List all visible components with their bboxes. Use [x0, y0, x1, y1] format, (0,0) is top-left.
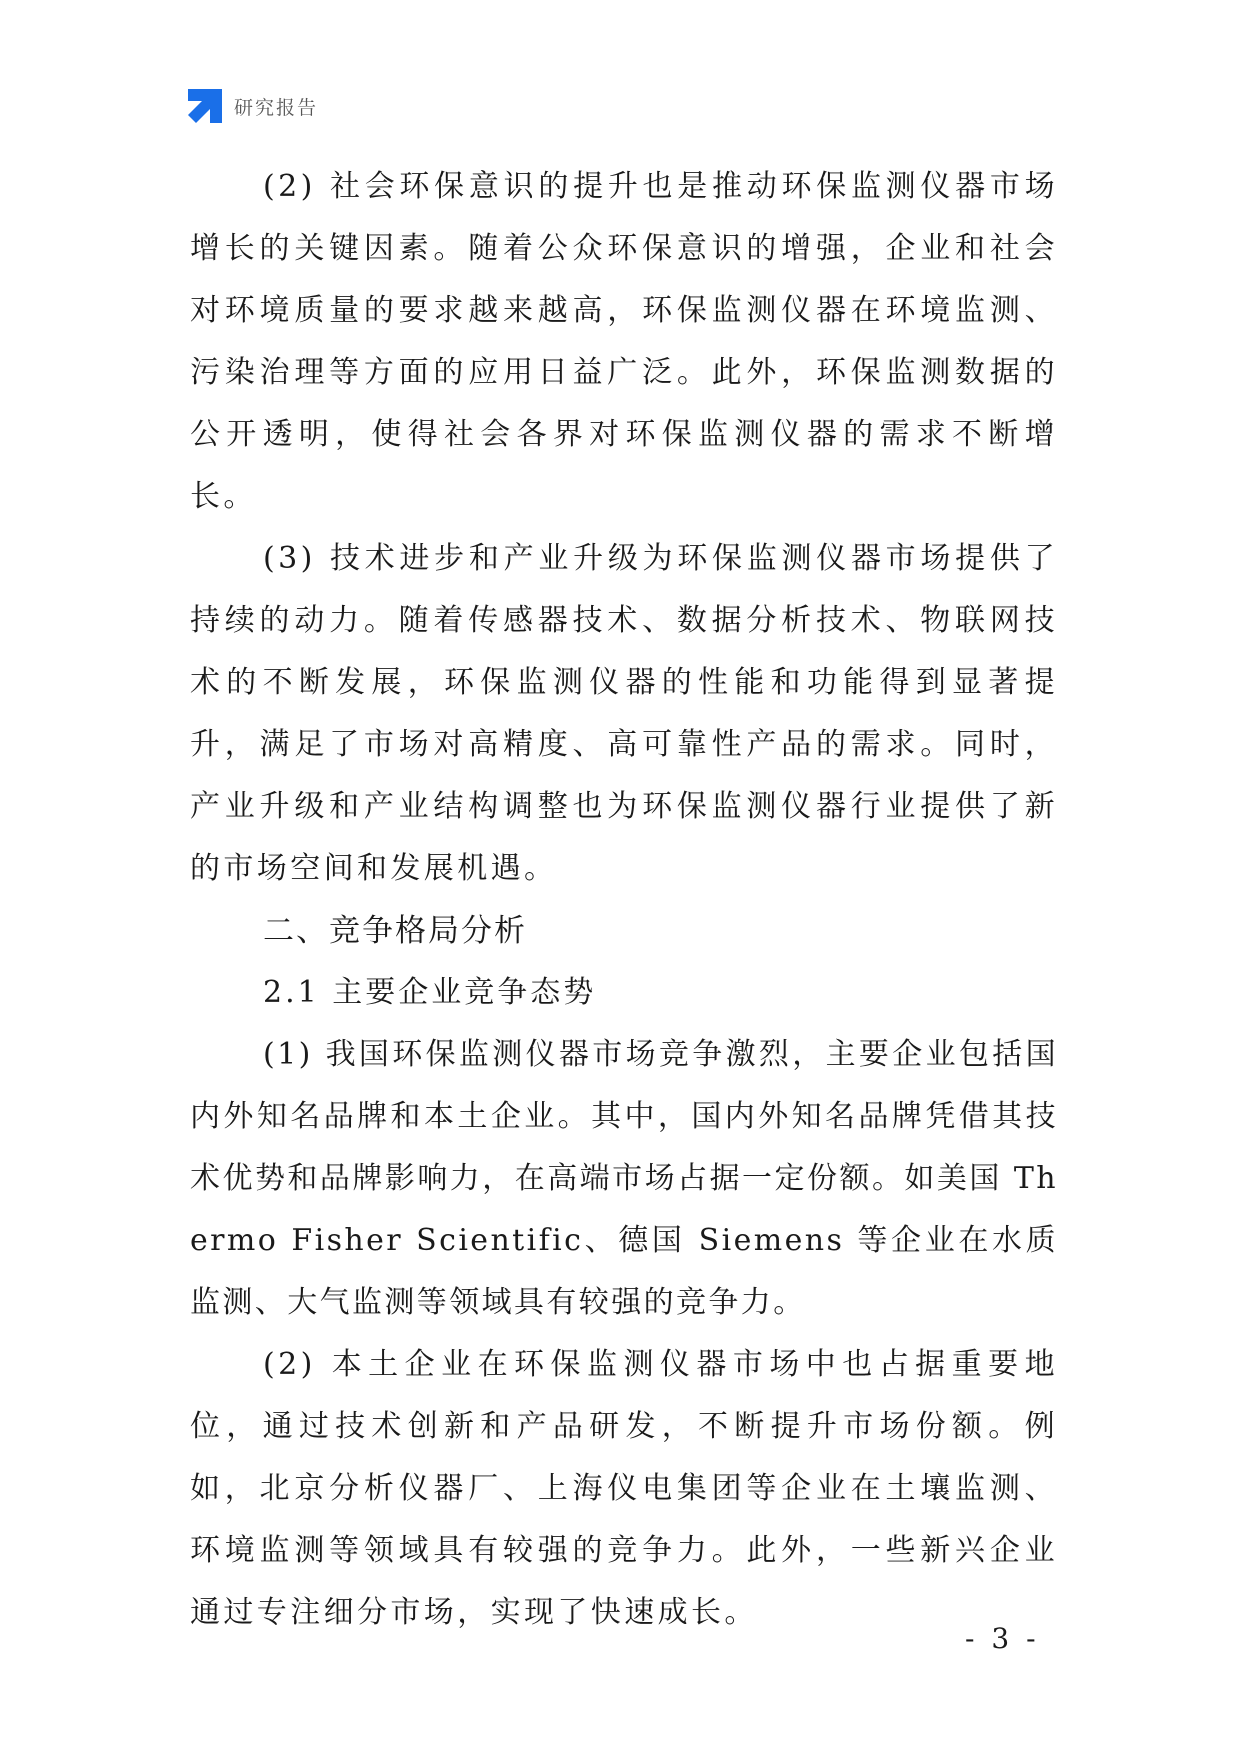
header-title: 研究报告 [234, 96, 319, 119]
subsection-heading: 2.1 主要企业竞争态势 [263, 975, 597, 1010]
arrow-up-right-icon [188, 89, 222, 123]
paragraph-4: (2) 本土企业在环保监测仪器市场中也占据重要地位，通过技术创新和产品研发，不断提升市场份额。例如，北京分析仪器厂、上海仪电集团等企业在土壤监测、环境监测等领域具有较强的竞争力。此外，一些新兴企业通过专注细分市场，实现了快速成长。 [190, 1347, 1058, 1630]
page-header [188, 88, 318, 124]
page-number: - 3 - [965, 1622, 1040, 1655]
paragraph-3: (1) 我国环保监测仪器市场竞争激烈，主要企业包括国内外知名品牌和本土企业。其中，国内外知名品牌凭借其技术优势和品牌影响力，在高端市场占据一定份额。如美国 Thermo Fisher Scientific、德国 Siemens 等企业在水质监测、大气监测等领域具有较强的竞争力。 [190, 1037, 1058, 1320]
section-heading: 二、竞争格局分析 [263, 913, 527, 949]
document-body [190, 156, 1058, 1644]
paragraph-1: (2) 社会环保意识的提升也是推动环保监测仪器市场增长的关键因素。随着公众环保意识的增强，企业和社会对环境质量的要求越来越高，环保监测仪器在环境监测、污染治理等方面的应用日益广泛。此外，环保监测数据的公开透明，使得社会各界对环保监测仪器的需求不断增长。 [190, 169, 1058, 514]
paragraph-2: (3) 技术进步和产业升级为环保监测仪器市场提供了持续的动力。随着传感器技术、数据分析技术、物联网技术的不断发展，环保监测仪器的性能和功能得到显著提升，满足了市场对高精度、高可靠性产品的需求。同时，产业升级和产业结构调整也为环保监测仪器行业提供了新的市场空间和发展机遇。 [190, 541, 1058, 886]
